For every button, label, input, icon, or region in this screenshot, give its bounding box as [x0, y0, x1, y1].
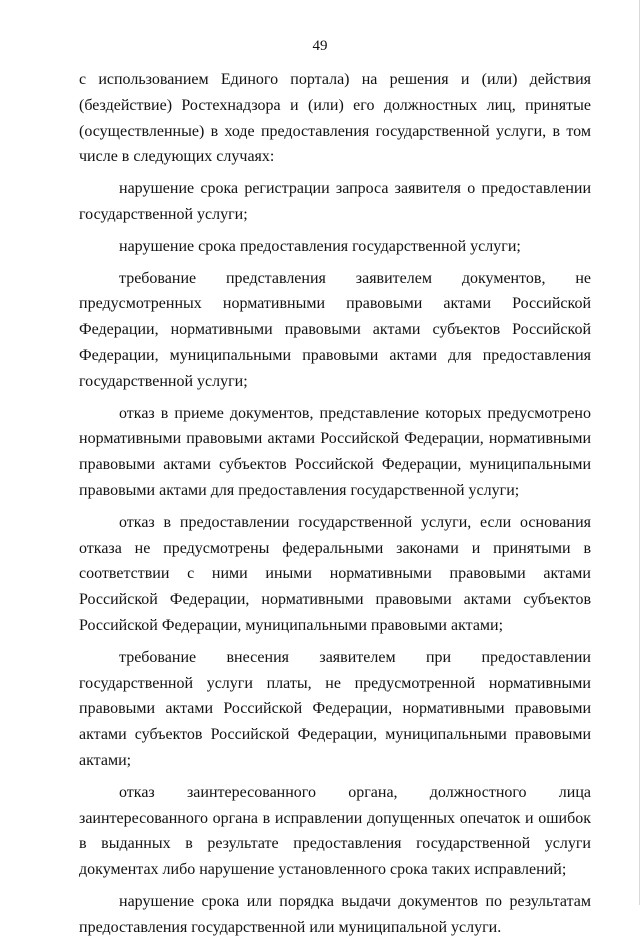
paragraph-refusal-service: отказ в предоставлении государственной услуги, если основания отказа не предусмотрены федеральными законами и принятыми в соответствии с ними иными нормативными правовыми актами Российской Федерации, нормативными правовыми актами субъектов Российской Федерации, муниципальными правовыми актами;: [79, 513, 591, 634]
paragraph-correction-refusal: отказ заинтересованного органа, должностного лица заинтересованного органа в исправлении допущенных опечаток и ошибок в выданных в результате предоставления государственной услуги документах либо нарушение установленного срока таких исправлений;: [79, 783, 591, 879]
document-body: [79, 67, 591, 941]
paragraph-registration-deadline: нарушение срока регистрации запроса заявителя о предоставлении государственной услуги;: [79, 180, 591, 223]
paragraph-issuance-violation: нарушение срока или порядка выдачи документов по результатам предоставления государственной или муниципальной услуги.: [79, 892, 591, 936]
paragraph-refusal-acceptance: отказ в приеме документов, представление которых предусмотрено нормативными правовыми актами Российской Федерации, нормативными правовыми актами субъектов Российской Федерации, муниципальными правовыми актами для предоставления государственной услуги;: [79, 404, 591, 499]
paragraph-extra-documents: требование представления заявителем документов, не предусмотренных нормативными правовыми актами Российской Федерации, нормативными правовыми актами субъектов Российской Федерации, муниципальными правовыми актами для предоставления государственной услуги;: [79, 269, 591, 390]
page-number: 49: [312, 38, 328, 54]
paragraph-fee-requirement: требование внесения заявителем при предоставлении государственной услуги платы, не предусмотренной нормативными правовыми актами Российской Федерации, нормативными правовыми актами субъектов Российской Федерации, муниципальными правовыми актами;: [79, 648, 591, 769]
paragraph-service-deadline: нарушение срока предоставления государственной услуги;: [119, 237, 521, 255]
paragraph-intro: с использованием Единого портала) на решения и (или) действия (бездействие) Ростехнадзора и (или) его должностных лиц, принятые (осуществленные) в ходе предоставления государственной услуги, в том числе в следующих случаях:: [79, 71, 591, 166]
